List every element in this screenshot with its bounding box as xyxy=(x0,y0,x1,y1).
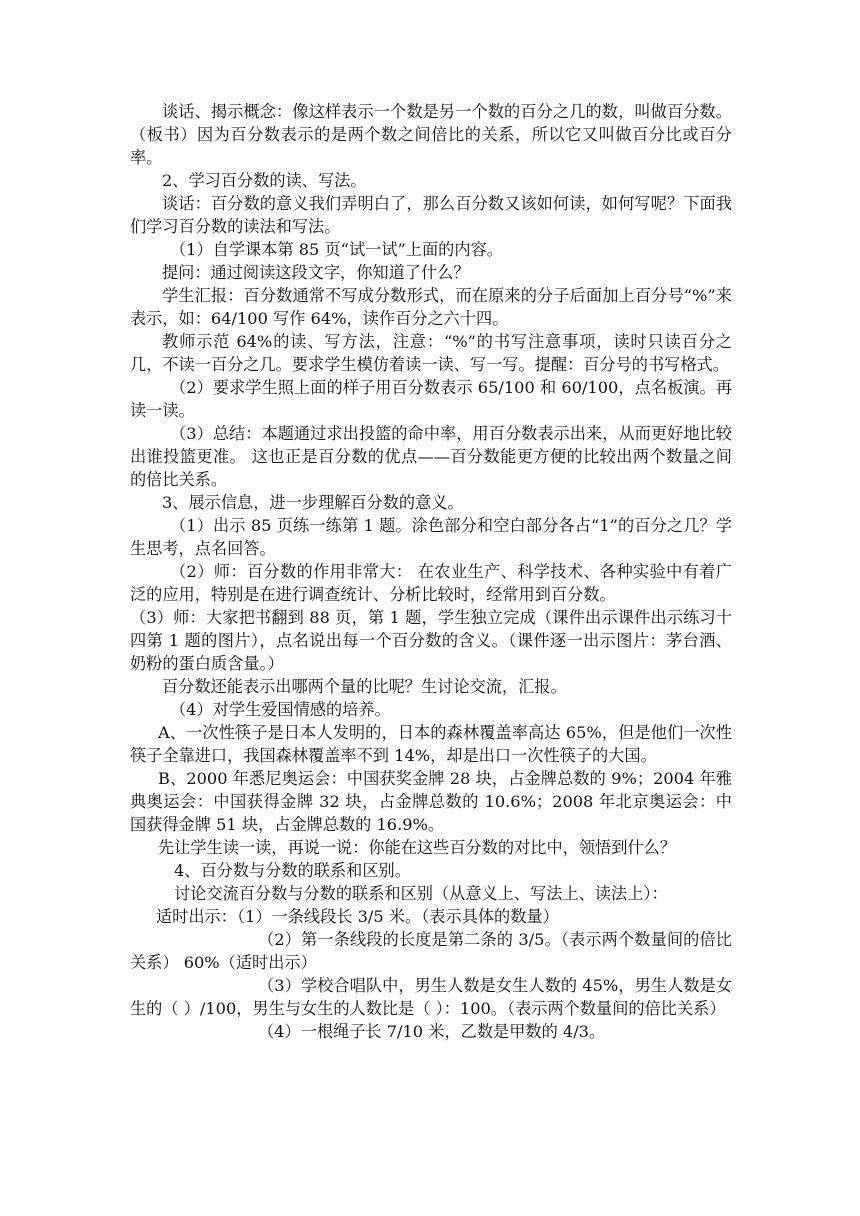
paragraph-self-study: （1）自学课本第 85 页“试一试”上面的内容。 xyxy=(170,240,503,259)
paragraph-show-2: （2）第一条线段的长度是第二条的 3/5。（表示两个数量间的倍比关系） 60%（适时出示） xyxy=(130,930,732,972)
paragraph-item-a: A、一次性筷子是日本人发明的，日本的森林覆盖率高达 65%，但是他们一次性筷子全靠进口，我国森林覆盖率不到 14%，却是出口一次性筷子的大国。 xyxy=(130,723,732,765)
paragraph-show-3: （3）学校合唱队中，男生人数是女生人数的 45%，男生人数是女生的（ ）/100，男生与女生的人数比是（ ）：100。（表示两个数量间的倍比关系） xyxy=(130,976,732,1018)
paragraph-show-4: （4）一根绳子长 7/10 米，乙数是甲数的 4/3。 xyxy=(258,1022,606,1041)
paragraph-practice: （2）要求学生照上面的样子用百分数表示 65/100 和 60/100，点名板演。再读一读。 xyxy=(130,378,732,420)
paragraph-read-say: 先让学生读一读，再说一说：你能在这些百分数的对比中，领悟到什么？ xyxy=(158,838,676,857)
paragraph-heading-3: 3、展示信息，进一步理解百分数的意义。 xyxy=(162,493,464,512)
paragraph-exercise-1: （1）出示 85 页练一练第 1 题。涂色部分和空白部分各占“1”的百分之几？学生思考，点名回答。 xyxy=(130,516,732,558)
paragraph-show-1: 适时出示：（1）一条线段长 3/5 米。（表示具体的数量） xyxy=(156,907,559,926)
document-page xyxy=(130,100,732,1043)
paragraph-patriotism: （4）对学生爱国情感的培养。 xyxy=(170,700,391,719)
paragraph-student-report: 学生汇报：百分数通常不写成分数形式，而在原来的分子后面加上百分号“%”来表示，如：64/100 写作 64%，读作百分之六十四。 xyxy=(130,286,732,328)
paragraph-discussion: 百分数还能表示出哪两个量的比呢？生讨论交流，汇报。 xyxy=(162,677,567,696)
paragraph-exercise-3: （3）师：大家把书翻到 88 页，第 1 题，学生独立完成（课件出示课件出示练习十四第 1 题的图片），点名说出每一个百分数的含义。（课件逐一出示图片：茅台酒、奶粉的蛋白质含量。） xyxy=(130,608,732,673)
paragraph-question: 提问：通过阅读这段文字，你知道了什么？ xyxy=(162,263,470,282)
paragraph-teacher-demo: 教师示范 64%的读、写方法，注意：“%”的书写注意事项，读时只读百分之几，不读一百分之几。要求学生模仿着读一读、写一写。提醒：百分号的书写格式。 xyxy=(130,332,732,374)
paragraph-discuss-relation: 讨论交流百分数与分数的联系和区别（从意义上、写法上、读法上）： xyxy=(174,884,668,903)
paragraph-heading-4: 4、百分数与分数的联系和区别。 xyxy=(174,861,411,880)
paragraph-summary: （3）总结：本题通过求出投篮的命中率，用百分数表示出来，从而更好地比较出谁投篮更准。 这也正是百分数的优点——百分数能更方便的比较出两个数量之间的倍比关系。 xyxy=(130,424,732,489)
paragraph-talk: 谈话：百分数的意义我们弄明白了，那么百分数又该如何读，如何写呢？下面我们学习百分数的读法和写法。 xyxy=(130,194,732,236)
paragraph-exercise-2: （2）师：百分数的作用非常大： 在农业生产、科学技术、各种实验中有着广泛的应用，特别是在进行调查统计、分析比较时，经常用到百分数。 xyxy=(130,562,732,604)
paragraph-heading-2: 2、学习百分数的读、写法。 xyxy=(162,171,367,190)
paragraph-item-b: B、2000 年悉尼奥运会：中国获奖金牌 28 块，占金牌总数的 9%；2004 年雅典奥运会：中国获得金牌 32 块，占金牌总数的 10.6%；2008 年北京奥运会：中国获得金牌 51 块，占金牌总数的 16.9%。 xyxy=(130,769,732,834)
paragraph-concept: 谈话、揭示概念：像这样表示一个数是另一个数的百分之几的数，叫做百分数。（板书）因为百分数表示的是两个数之间倍比的关系，所以它又叫做百分比或百分率。 xyxy=(130,102,732,167)
